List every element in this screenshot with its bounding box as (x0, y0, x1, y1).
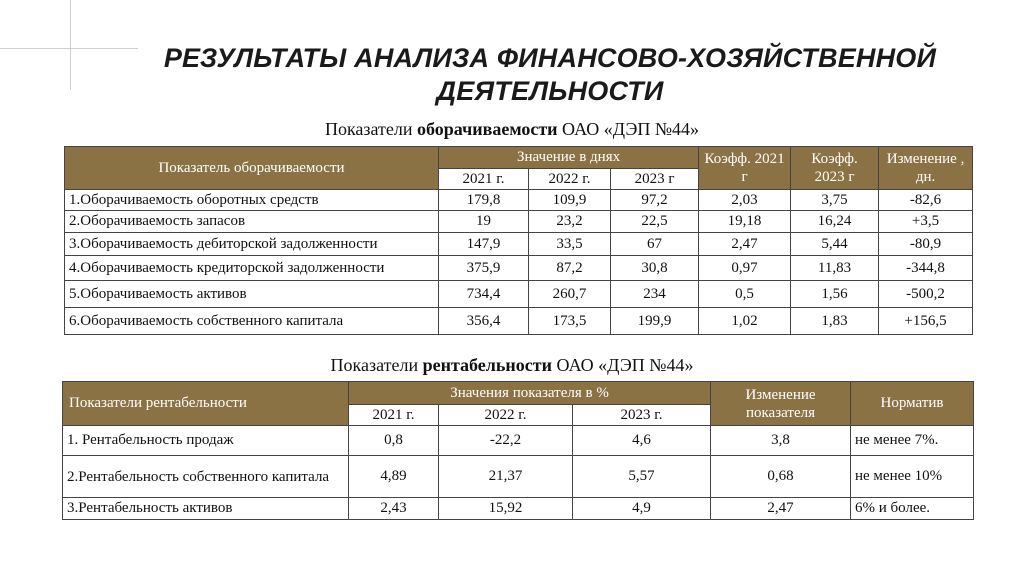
table-row (63, 426, 974, 456)
profitability-row-name: 1. Рентабельность продаж (63, 426, 349, 456)
profitability-cell: 4,9 (573, 498, 711, 520)
turnover-cell: 19 (439, 211, 529, 233)
profitability-header-2023: 2023 г. (573, 405, 711, 426)
turnover-cell: 1,56 (791, 281, 879, 308)
turnover-cell: 23,2 (529, 211, 611, 233)
turnover-cell: 734,4 (439, 281, 529, 308)
profitability-header-change: Изменение показателя (711, 382, 851, 426)
turnover-cell: 356,4 (439, 308, 529, 335)
turnover-cell: +156,5 (879, 308, 973, 335)
profitability-norm: не менее 7%. (851, 426, 974, 456)
turnover-cell: 67 (611, 233, 699, 256)
profitability-header-2021: 2021 г. (349, 405, 439, 426)
turnover-cell: 109,9 (529, 190, 611, 211)
turnover-cell: 260,7 (529, 281, 611, 308)
turnover-header-2021: 2021 г. (439, 169, 529, 190)
turnover-cell: 0,97 (699, 256, 791, 281)
turnover-row-name: 3.Оборачиваемость дебиторской задолженности (65, 233, 439, 256)
profitability-header-norm: Норматив (851, 382, 974, 426)
profitability-header-2022: 2022 г. (439, 405, 573, 426)
profitability-caption (0, 355, 1024, 376)
turnover-header-change: Изменение , дн. (879, 147, 973, 190)
table-row (63, 456, 974, 498)
profitability-cell: 3,8 (711, 426, 851, 456)
turnover-cell: 30,8 (611, 256, 699, 281)
turnover-cell: 5,44 (791, 233, 879, 256)
profitability-cell: 15,92 (439, 498, 573, 520)
turnover-header-2022: 2022 г. (529, 169, 611, 190)
profitability-norm: не менее 10% (851, 456, 974, 498)
profitability-cell: 0,8 (349, 426, 439, 456)
turnover-cell: -500,2 (879, 281, 973, 308)
decor-horizontal-line (0, 48, 138, 49)
turnover-row-name: 4.Оборачиваемость кредиторской задолженности (65, 256, 439, 281)
profitability-cell: 4,6 (573, 426, 711, 456)
profitability-cell: 5,57 (573, 456, 711, 498)
turnover-cell: -344,8 (879, 256, 973, 281)
turnover-cell: 375,9 (439, 256, 529, 281)
turnover-cell: 87,2 (529, 256, 611, 281)
profitability-table (62, 381, 974, 520)
turnover-cell: 147,9 (439, 233, 529, 256)
turnover-row-name: 6.Оборачиваемость собственного капитала (65, 308, 439, 335)
turnover-header-coef-2023: Коэфф. 2023 г (791, 147, 879, 190)
profitability-row-name: 3.Рентабельность активов (63, 498, 349, 520)
turnover-header-value-group: Значение в днях (439, 147, 699, 169)
table-row (65, 190, 973, 211)
turnover-cell: 234 (611, 281, 699, 308)
turnover-cell: 22,5 (611, 211, 699, 233)
table-row (63, 498, 974, 520)
profitability-header-value-group: Значения показателя в % (349, 382, 711, 405)
table-row (65, 256, 973, 281)
profitability-cell: 2,47 (711, 498, 851, 520)
turnover-cell: -80,9 (879, 233, 973, 256)
turnover-header-indicator: Показатель оборачиваемости (65, 147, 439, 190)
profitability-caption-pre: Показатели (330, 355, 423, 375)
turnover-cell: 11,83 (791, 256, 879, 281)
profitability-norm: 6% и более. (851, 498, 974, 520)
turnover-cell: 173,5 (529, 308, 611, 335)
table-row (65, 308, 973, 335)
turnover-row-name: 1.Оборачиваемость оборотных средств (65, 190, 439, 211)
turnover-header-coef-2021: Коэфф. 2021 г (699, 147, 791, 190)
turnover-cell: 1,02 (699, 308, 791, 335)
turnover-caption (0, 119, 1024, 140)
profitability-cell: -22,2 (439, 426, 573, 456)
turnover-cell: -82,6 (879, 190, 973, 211)
turnover-header-2023: 2023 г (611, 169, 699, 190)
turnover-table (64, 146, 973, 335)
turnover-caption-bold: оборачиваемости (417, 119, 558, 139)
turnover-row-name: 2.Оборачиваемость запасов (65, 211, 439, 233)
profitability-cell: 2,43 (349, 498, 439, 520)
turnover-cell: 97,2 (611, 190, 699, 211)
profitability-caption-bold: рентабельности (422, 355, 552, 375)
profitability-cell: 0,68 (711, 456, 851, 498)
decor-vertical-line (70, 0, 71, 90)
turnover-cell: 33,5 (529, 233, 611, 256)
turnover-cell: 3,75 (791, 190, 879, 211)
turnover-cell: 199,9 (611, 308, 699, 335)
profitability-header-indicator: Показатели рентабельности (63, 382, 349, 426)
profitability-row-name: 2.Рентабельность собственного капитала (63, 456, 349, 498)
turnover-cell: 2,03 (699, 190, 791, 211)
turnover-cell: 0,5 (699, 281, 791, 308)
table-row (65, 233, 973, 256)
turnover-cell: 179,8 (439, 190, 529, 211)
table-row (65, 281, 973, 308)
turnover-cell: 1,83 (791, 308, 879, 335)
profitability-cell: 21,37 (439, 456, 573, 498)
turnover-caption-pre: Показатели (324, 119, 418, 139)
profitability-cell: 4,89 (349, 456, 439, 498)
turnover-cell: 2,47 (699, 233, 791, 256)
turnover-cell: 19,18 (699, 211, 791, 233)
turnover-cell: 16,24 (791, 211, 879, 233)
turnover-cell: +3,5 (879, 211, 973, 233)
profitability-caption-post: ОАО «ДЭП №44» (551, 355, 694, 375)
table-row (65, 211, 973, 233)
slide-title: РЕЗУЛЬТАТЫ АНАЛИЗА ФИНАНСОВО-ХОЗЯЙСТВЕННОЙ ДЕЯТЕЛЬНОСТИ (163, 43, 937, 106)
turnover-row-name: 5.Оборачиваемость активов (65, 281, 439, 308)
turnover-caption-post: ОАО «ДЭП №44» (557, 119, 700, 139)
